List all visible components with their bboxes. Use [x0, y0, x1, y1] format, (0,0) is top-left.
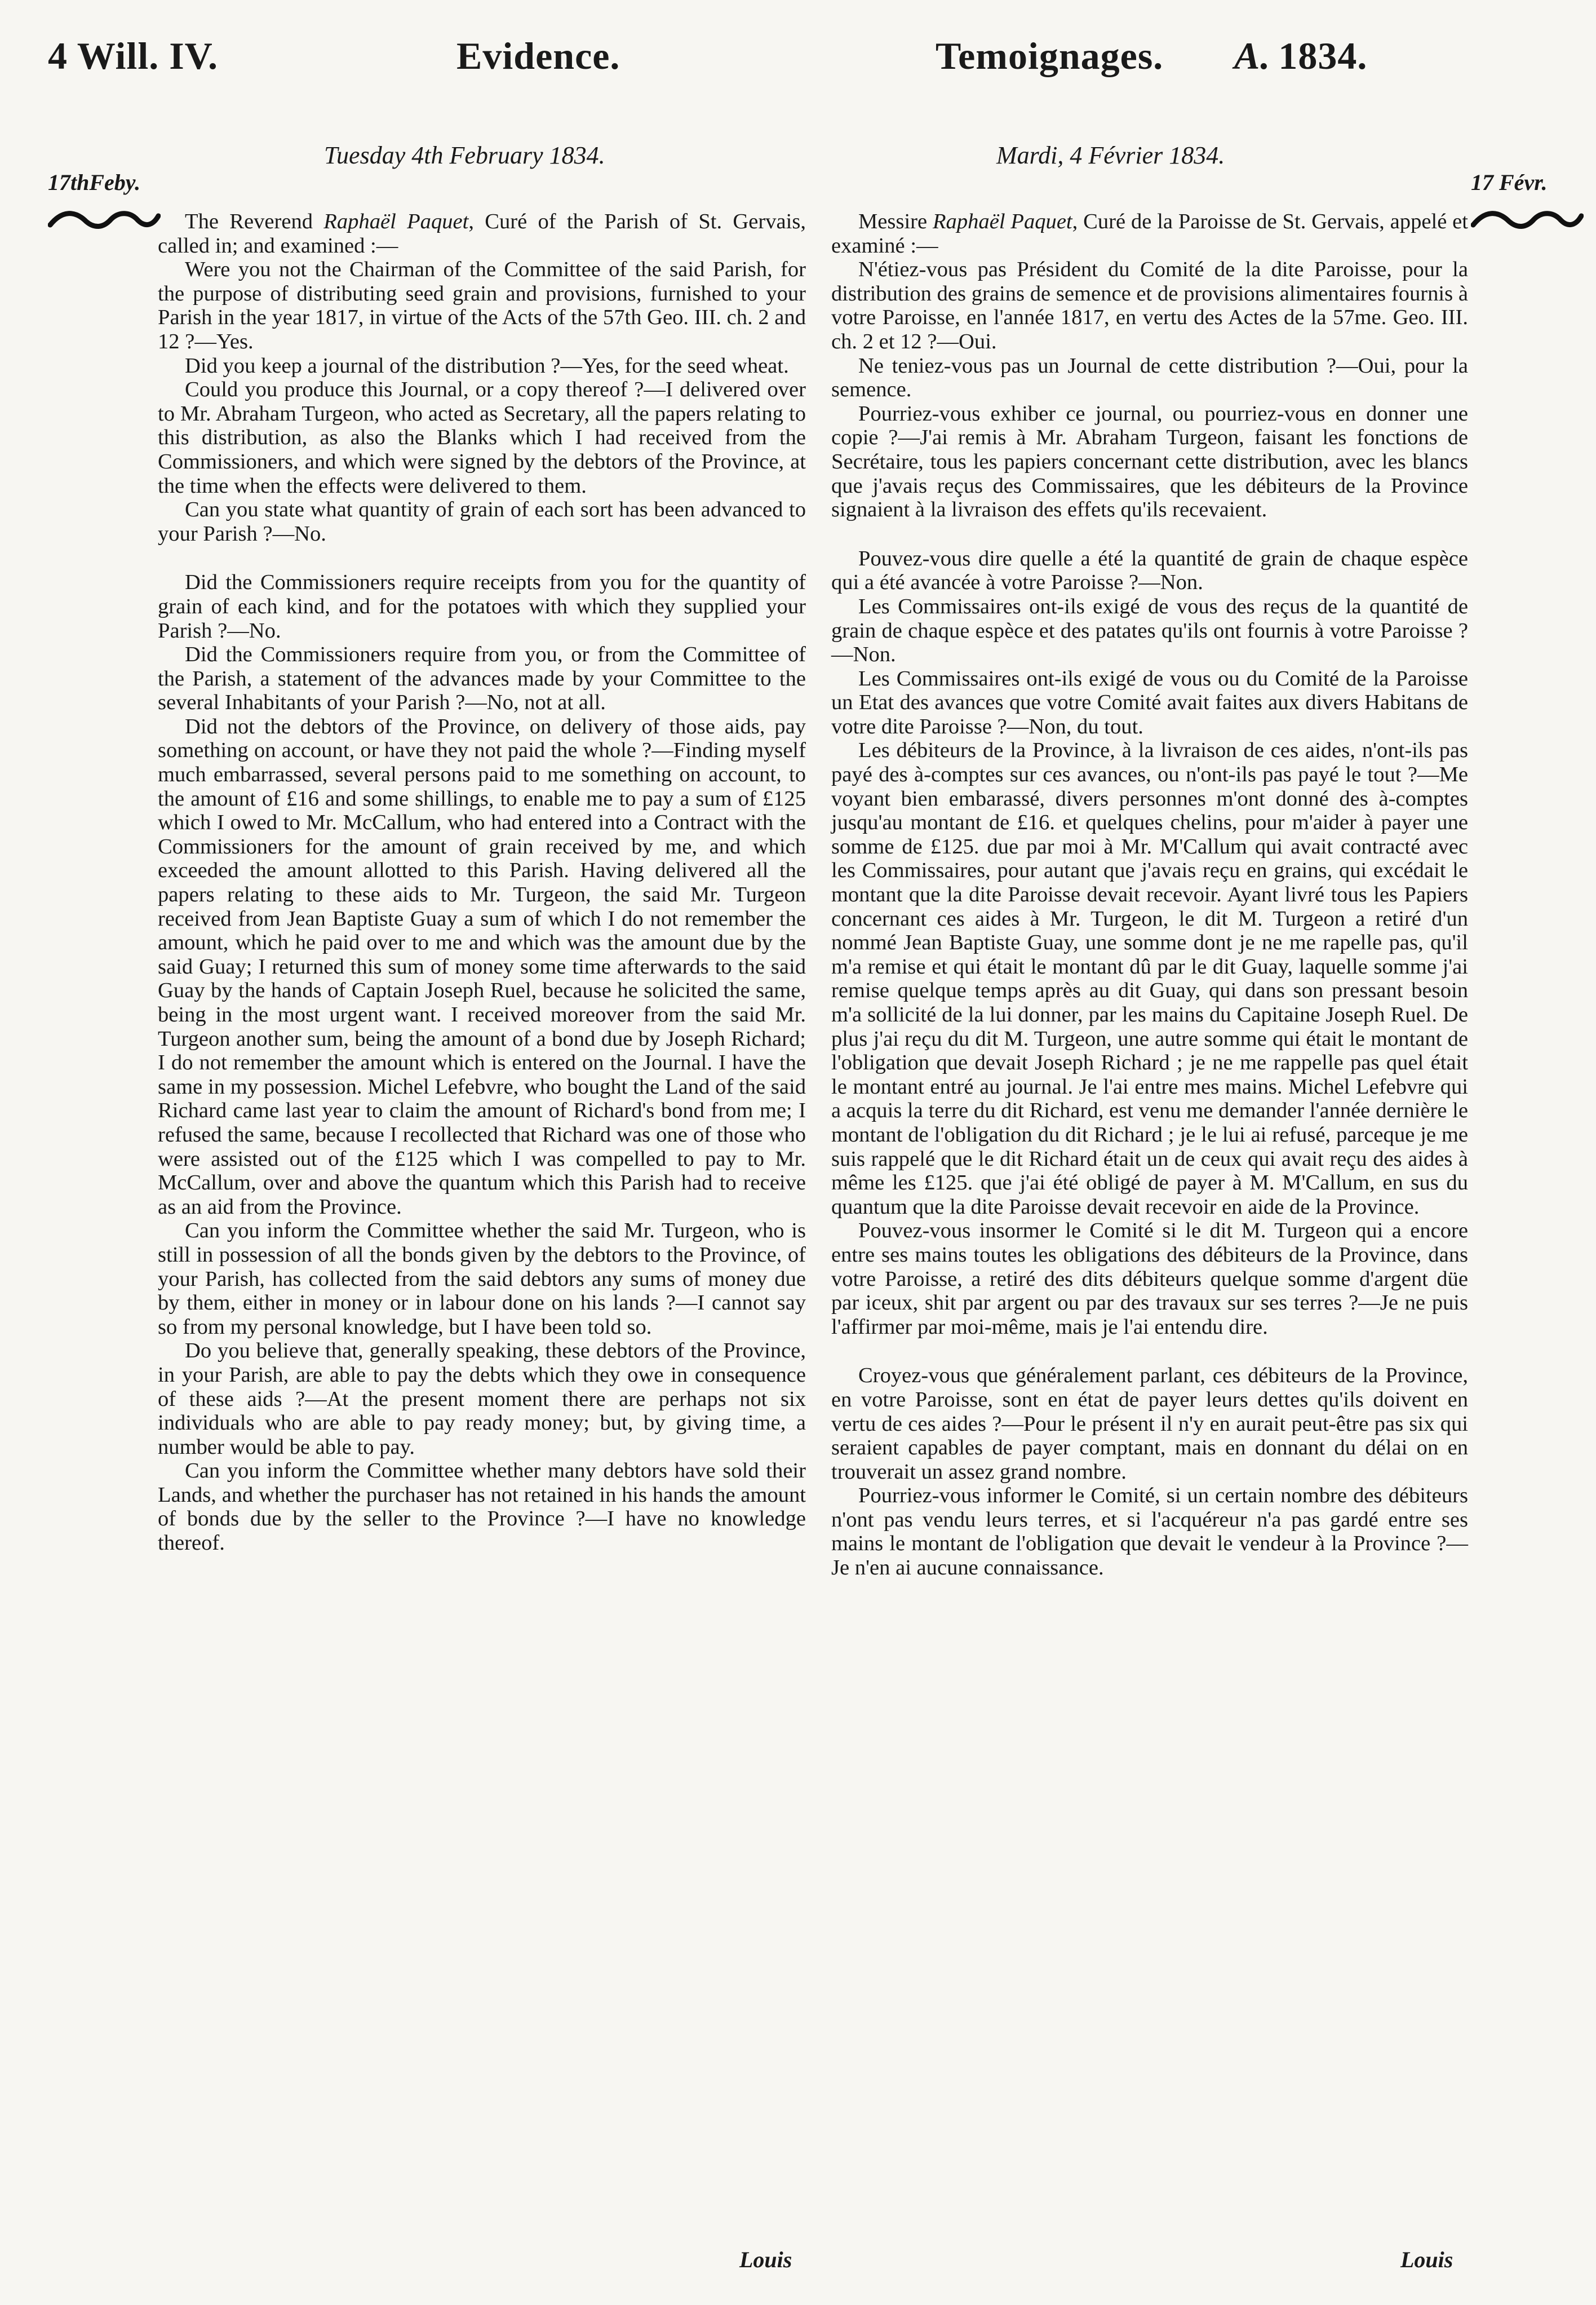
session-header: 4 Will. IV.	[48, 34, 219, 77]
paragraph: Were you not the Chairman of the Committee of the said Parish, for the purpose of distributing seed grain and provisions, furnished to your Parish in the year 1817, in virtue of the Acts of the 57th Geo. III. ch. 2 and 12 ?—Yes.	[158, 258, 806, 353]
flourish-ornament-right	[1471, 206, 1584, 234]
paragraph: Croyez-vous que généralement parlant, ces débiteurs de la Province, en votre Paroisse, sont en état de payer leurs dettes qu'ils doivent en vertu de ces aides ?—Pour le présent il n'y en aurait peut-être pas six qui seraient capables de payer comptant, mais en donnant du délai on en trouverait un assez grand nombre.	[831, 1364, 1468, 1484]
paragraph: Can you inform the Committee whether the said Mr. Turgeon, who is still in possession of all the bonds given by the debtors to the Province, of your Parish, has collected from the said debtors any sums of money due by them, either in money or in labour done on his lands ?—I cannot say so from my personal knowledge, but I have been told so.	[158, 1219, 806, 1339]
paragraph: Could you produce this Journal, or a copy thereof ?—I delivered over to Mr. Abraham Turgeon, who acted as Secretary, all the papers relating to this distribution, as also the Blanks which I had received from the Commissioners, and which were signed by the debtors of the Province, at the time when the effects were delivered to them.	[158, 378, 806, 498]
paragraph: Pourriez-vous exhiber ce journal, ou pourriez-vous en donner une copie ?—J'ai remis à Mr. Abraham Turgeon, faisant les fonctions de Secrétaire, tous les papiers concernant cette distribution, avec les blancs que j'avais reçus des Commissaires, que les débiteurs de la Province signaient à la livraison des effets qu'ils recevaient.	[831, 401, 1468, 522]
flourish-ornament-left	[48, 206, 161, 234]
paragraph: Do you believe that, generally speaking, these debtors of the Province, in your Parish, are able to pay the debts which they owe in consequence of these aids ?—At the present moment there are perhaps not six individuals who are able to pay ready money; but, by giving time, a number would be able to pay.	[158, 1339, 806, 1459]
paragraph	[831, 210, 1468, 258]
temoignages-header: Temoignages.	[936, 34, 1164, 77]
french-date-heading: Mardi, 4 Février 1834.	[996, 141, 1225, 169]
year-label: 1834.	[1278, 34, 1368, 77]
english-date-heading: Tuesday 4th February 1834.	[324, 141, 605, 169]
paragraph: Did not the debtors of the Province, on delivery of those aids, pay something on account, or have they not paid the whole ?—Finding myself much embarrassed, several persons paid to me something on account, to the amount of £16 and some shillings, to enable me to pay a sum of £125 which I owed to Mr. McCallum, who had entered into a Contract with the Commissioners for the amount of grain received by me, and which exceeded the amount allotted to this Parish. Having delivered all the papers relating to these aids to Mr. Turgeon, the said Mr. Turgeon received from Jean Baptiste Guay a sum of which I do not remember the amount, which he paid over to me and which was the amount due by the said Guay; I returned this sum of money some time afterwards to the said Guay by the hands of Captain Joseph Ruel, because he solicited the same, being in the most urgent want. I received moreover from the said Mr. Turgeon another sum, being the amount of a bond due by Joseph Richard; I do not remember the amount which is entered on the Journal. I have the same in my possession. Michel Lefebvre, who bought the Land of the said Richard came last year to claim the amount of Richard's bond from me; I refused the same, because I recollected that Richard was one of those who were assisted out of the £125 which I was compelled to pay to Mr. McCallum, over and above the quantum which this Parish had to receive as an aid from the Province.	[158, 714, 806, 1219]
paragraph: Pourriez-vous informer le Comité, si un certain nombre des débiteurs n'ont pas vendu leurs terres, et si l'acquéreur n'a pas gardé entre ses mains le montant de l'obligation que devait le vendeur à la Province ?—Je n'en ai aucune connaissance.	[831, 1484, 1468, 1580]
english-column	[158, 210, 806, 1555]
paragraph: N'étiez-vous pas Président du Comité de la dite Paroisse, pour la distribution des grains de semence et de provisions alimentaires fournis à votre Paroisse, en l'année 1817, en vertu des Actes de la 57me. Geo. III. ch. 2 et 12 ?—Oui.	[831, 258, 1468, 353]
paragraph-text: , Curé de la Paroisse de St. Gervais, appelé et examiné :—	[831, 210, 1468, 258]
paragraph: Pouvez-vous dire quelle a été la quantité de grain de chaque espèce qui a été avancée à votre Paroisse ?—Non.	[831, 546, 1468, 595]
paragraph: Did the Commissioners require from you, or from the Committee of the Parish, a statement of the advances made by your Committee to the several Inhabitants of your Parish ?—No, not at all.	[158, 643, 806, 715]
paragraph: Les débiteurs de la Province, à la livraison de ces aides, n'ont-ils pas payé des à-comptes sur ces avances, ou n'ont-ils pas payé le tout ?—Me voyant bien embarassé, divers personnes m'ont donné des à-comptes jusqu'au montant de £16. et quelques chelins, pour m'aider à payer une somme de £125. due par moi à Mr. M'Callum qui avait contracté avec les Commissaires, pour autant que j'avais reçu en grains, qui excédait le montant que la dite Paroisse devait recevoir. Ayant livré tous les Papiers concernant ces aides à Mr. Turgeon, le dit M. Turgeon a retiré d'un nommé Jean Baptiste Guay, une somme dont je ne me rapelle pas, qu'il m'a remise et qui était le montant dû par le dit Guay, laquelle somme j'ai remise quelque temps après au dit Guay, qui dans son pressant besoin m'a sollicité de la lui donner, par les mains du Capitaine Joseph Ruel. De plus j'ai reçu du dit M. Turgeon, une autre somme qui était le montant de l'obligation que devait Joseph Richard ; je ne me rappelle pas quel était le montant entré au journal. Je l'ai entre mes mains. Michel Lefebvre qui a acquis la terre du dit Richard, est venu me demander l'année dernière le montant de l'obligation du dit Richard ; je le lui ai refusé, parceque je me suis rappelé que le dit Richard était un de ceux qui avait reçu des aides à même les £125. que j'ai été obligé de payer à M. M'Callum, en sus du quantum que la dite Paroisse devait recevoir en aide de la Province.	[831, 738, 1468, 1219]
paragraph-text: , Curé of the Parish of St. Gervais, called in; and examined :—	[158, 210, 806, 258]
year-header	[1234, 34, 1367, 78]
paragraph: Can you state what quantity of grain of each sort has been advanced to your Parish ?—No.	[158, 498, 806, 546]
paragraph: Les Commissaires ont-ils exigé de vous des reçus de la quantité de grain de chaque espèce et des patates qu'ils ont fournis à votre Paroisse ?—Non.	[831, 594, 1468, 667]
paragraph: Did you keep a journal of the distribution ?—Yes, for the seed wheat.	[185, 353, 789, 378]
paragraph-text: Messire	[858, 210, 933, 233]
paragraph: Can you inform the Committee whether many debtors have sold their Lands, and whether the purchaser has not retained in his hands the amount of bonds due by the seller to the Province ?—I have no knowledge thereof.	[158, 1459, 806, 1555]
margin-date-left: 17thFeby.	[48, 170, 141, 195]
paragraph-text: The Reverend	[185, 210, 324, 233]
witness-name: Raphaël Paquet	[932, 210, 1072, 233]
french-column	[831, 210, 1468, 1580]
paragraph: Pouvez-vous insormer le Comité si le dit M. Turgeon qui a encore entre ses mains toutes les obligations des débiteurs de la Province, dans votre Paroisse, a retiré des dits débiteurs quelque somme d'argent düe par iceux, shit par argent ou par des travaux sur ses terres ?—Je ne puis l'affirmer par moi-même, mais je l'ai entendu dire.	[831, 1219, 1468, 1339]
paragraph	[158, 210, 806, 258]
paragraph: Ne teniez-vous pas un Journal de cette distribution ?—Oui, pour la semence.	[831, 353, 1468, 402]
catchword-english: Louis	[739, 2247, 792, 2272]
witness-name: Raphaël Paquet	[323, 210, 469, 233]
evidence-header: Evidence.	[456, 34, 620, 77]
catchword-french: Louis	[1400, 2247, 1453, 2272]
paragraph: Les Commissaires ont-ils exigé de vous ou du Comité de la Paroisse un Etat des avances que votre Comité avait faites aux divers Habitans de votre dite Paroisse ?—Non, du tout.	[831, 666, 1468, 738]
appendix-letter: A.	[1234, 34, 1271, 77]
paragraph: Did the Commissioners require receipts from you for the quantity of grain of each kind, and for the potatoes with which they supplied your Parish ?—No.	[158, 570, 806, 643]
margin-date-right: 17 Févr.	[1471, 170, 1548, 195]
